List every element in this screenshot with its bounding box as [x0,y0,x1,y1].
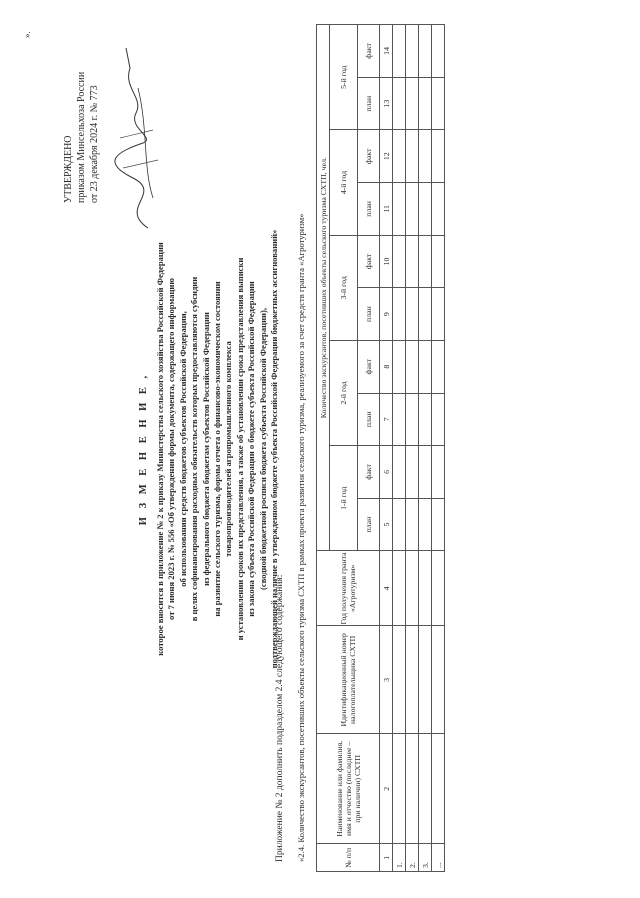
approval-stamp [62,72,101,203]
body-line: (сводной бюджетной росписи бюджета субъекта Российской Федерации), [257,308,268,590]
excursion-table [316,24,445,872]
column-number: 4 [380,551,393,626]
column-number: 2 [380,734,393,844]
document-title: И З М Е Н Е Н И Е , [138,372,149,526]
header-year: 4-й год [330,130,358,235]
body-line: подтверждающей наличие в утвержденном бюджете субъекта Российской Федерации бюджетных ассигнований» [269,229,280,669]
table-row [432,25,445,872]
column-number: 3 [380,626,393,734]
row-label: 3. [419,844,432,872]
column-number: 13 [380,77,393,130]
header-plan: план [358,498,380,551]
column-number: 12 [380,130,393,183]
row-label: ... [432,844,445,872]
column-number: 14 [380,25,393,78]
table-row [393,25,406,872]
header-plan: план [358,183,380,236]
body-line: об использовании средств бюджетов субъектов Российской Федерации, [177,311,188,587]
header-year: 2-й год [330,340,358,445]
body-line: и установлении сроков их представления, а также об установлении срока представления выписки [234,257,245,641]
approval-stamp-line: приказом Минсельхоза России [76,71,87,203]
header-fact: факт [358,446,380,499]
header-year: 5-й год [330,25,358,130]
header-name: Наименование или фамилия, имя и отчество (последнее – при наличии) СХТП [317,734,380,844]
table-title: «2.4. Количество экскурсантов, посетивших объекты сельского туризма СХТП в рамках проекта развития сельского туризма, реализуемого за счет средств гранта «Агротуризм» [296,213,306,862]
column-number: 6 [380,446,393,499]
body-line: из федерального бюджета бюджетам субъектов Российской Федерации [200,312,211,586]
body-line: товаропроизводителей агропромышленного комплекса [223,341,234,557]
approval-stamp-line: УТВЕРЖДЕНО [63,135,74,203]
header-inn: Идентификационный номер налогоплательщика СХТП [317,626,380,734]
header-excursion-count: Количество экскурсантов, посетивших объекты сельского туризма СХТП, чел. [317,25,330,551]
body-line: на развитие сельского туризма, формы отчета о финансово-экономическом состоянии [212,281,223,617]
intro-paragraph: Приложение № 2 дополнить подразделом 2.4 следующего содержания: [275,574,285,862]
body-line: из закона субъекта Российской Федерации о бюджете субъекта Российской Федерации [246,281,257,617]
header-year: 3-й год [330,235,358,340]
header-fact: факт [358,25,380,78]
header-year: 1-й год [330,446,358,551]
table-row [419,25,432,872]
column-number: 9 [380,288,393,341]
body-line: которое вносится в приложение № 2 к приказу Министерства сельского хозяйства Российской Федерации [155,242,165,656]
column-number: 1 [380,844,393,872]
column-number: 8 [380,340,393,393]
table-row [406,25,419,872]
row-label: 1. [393,844,406,872]
header-fact: факт [358,235,380,288]
header-no: № п/п [317,844,380,872]
header-plan: план [358,288,380,341]
column-number: 5 [380,498,393,551]
header-plan: план [358,77,380,130]
row-label: 2. [406,844,419,872]
body-line: в целях софинансирования расходных обязательств которых предоставляются субсидии [189,276,200,622]
tail-mark: ». [22,31,32,38]
header-fact: факт [358,130,380,183]
body-line: от 7 июня 2023 г. № 556 «Об утверждении формы документа, содержащего информацию [166,278,177,620]
column-number: 10 [380,235,393,288]
header-plan: план [358,393,380,446]
header-fact: факт [358,340,380,393]
column-number: 11 [380,183,393,236]
approval-stamp-line: от 23 декабря 2024 г. № 773 [89,85,100,203]
document-body [155,0,280,898]
header-grant-year: Год получения гранта «Агротуризм» [317,551,380,626]
column-number: 7 [380,393,393,446]
